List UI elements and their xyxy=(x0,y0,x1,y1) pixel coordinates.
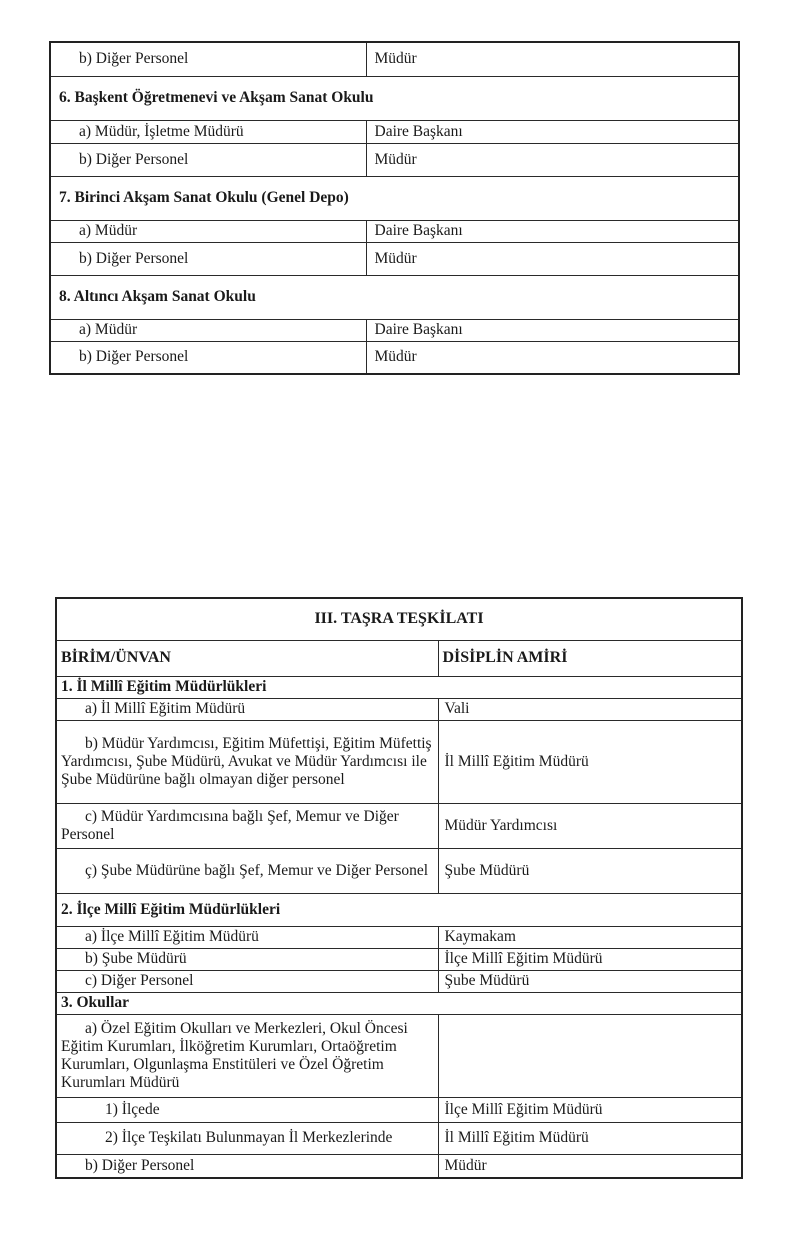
unit-cell: b) Diğer Personel xyxy=(56,1154,438,1178)
table-row xyxy=(50,143,739,176)
unit-cell: 1) İlçede xyxy=(56,1097,438,1122)
table-row xyxy=(56,720,742,803)
authority-cell: İlçe Millî Eğitim Müdürü xyxy=(438,948,742,970)
table-row xyxy=(56,848,742,893)
discipline-table-central xyxy=(49,41,740,375)
unit-cell: 2) İlçe Teşkilatı Bulunmayan İl Merkezlerinde xyxy=(56,1122,438,1154)
section-row xyxy=(50,76,739,120)
unit-cell: b) Müdür Yardımcısı, Eğitim Müfettişi, Eğitim Müfettiş Yardımcısı, Şube Müdürü, Avukat ve Müdür Yardımcısı ile Şube Müdürüne bağlı olmayan diğer personel xyxy=(56,720,438,803)
column-header-authority: DİSİPLİN AMİRİ xyxy=(438,640,742,676)
table-title: III. TAŞRA TEŞKİLATI xyxy=(56,598,742,640)
authority-cell: Daire Başkanı xyxy=(366,319,739,341)
authority-cell: Şube Müdürü xyxy=(438,848,742,893)
section-title: 8. Altıncı Akşam Sanat Okulu xyxy=(50,275,739,319)
table-row xyxy=(56,1122,742,1154)
unit-cell: a) İlçe Millî Eğitim Müdürü xyxy=(56,926,438,948)
unit-cell: b) Diğer Personel xyxy=(50,341,366,374)
table-row xyxy=(56,1014,742,1097)
column-header-unit: BİRİM/ÜNVAN xyxy=(56,640,438,676)
authority-cell: Müdür xyxy=(366,42,739,76)
authority-cell: Daire Başkanı xyxy=(366,220,739,242)
table-row xyxy=(56,926,742,948)
authority-cell: İl Millî Eğitim Müdürü xyxy=(438,720,742,803)
section-title: 2. İlçe Millî Eğitim Müdürlükleri xyxy=(56,893,742,926)
section-row xyxy=(50,176,739,220)
unit-cell: a) Müdür, İşletme Müdürü xyxy=(50,120,366,143)
authority-cell: Müdür xyxy=(366,143,739,176)
table-row xyxy=(50,42,739,76)
table-row xyxy=(56,1097,742,1122)
authority-cell: Daire Başkanı xyxy=(366,120,739,143)
unit-cell: c) Müdür Yardımcısına bağlı Şef, Memur ve Diğer Personel xyxy=(56,803,438,848)
unit-cell: a) Müdür xyxy=(50,220,366,242)
table-row xyxy=(50,341,739,374)
section-row xyxy=(56,992,742,1014)
authority-cell: Müdür Yardımcısı xyxy=(438,803,742,848)
unit-cell: c) Diğer Personel xyxy=(56,970,438,992)
table-title-row xyxy=(56,598,742,640)
table-row xyxy=(56,948,742,970)
table-row xyxy=(56,698,742,720)
authority-cell: İl Millî Eğitim Müdürü xyxy=(438,1122,742,1154)
table-row xyxy=(56,1154,742,1178)
section-row xyxy=(56,676,742,698)
table-row xyxy=(50,120,739,143)
unit-cell: a) İl Millî Eğitim Müdürü xyxy=(56,698,438,720)
section-row xyxy=(50,275,739,319)
section-row xyxy=(56,893,742,926)
section-title: 7. Birinci Akşam Sanat Okulu (Genel Depo) xyxy=(50,176,739,220)
unit-cell: b) Şube Müdürü xyxy=(56,948,438,970)
unit-cell: a) Özel Eğitim Okulları ve Merkezleri, Okul Öncesi Eğitim Kurumları, İlköğretim Kurumları, Ortaöğretim Kurumları, Olgunlaşma Enstitüleri ve Özel Öğretim Kurumları Müdürü xyxy=(56,1014,438,1097)
authority-cell: Müdür xyxy=(438,1154,742,1178)
table-row xyxy=(56,803,742,848)
unit-cell: b) Diğer Personel xyxy=(50,242,366,275)
authority-cell: İlçe Millî Eğitim Müdürü xyxy=(438,1097,742,1122)
table-row xyxy=(50,319,739,341)
discipline-table-provincial xyxy=(55,597,743,1179)
authority-cell: Kaymakam xyxy=(438,926,742,948)
unit-cell: a) Müdür xyxy=(50,319,366,341)
table-row xyxy=(50,242,739,275)
unit-cell: b) Diğer Personel xyxy=(50,143,366,176)
authority-cell xyxy=(438,1014,742,1097)
unit-cell: b) Diğer Personel xyxy=(50,42,366,76)
authority-cell: Müdür xyxy=(366,242,739,275)
table-row xyxy=(56,970,742,992)
header-row xyxy=(56,640,742,676)
authority-cell: Vali xyxy=(438,698,742,720)
unit-cell: ç) Şube Müdürüne bağlı Şef, Memur ve Diğer Personel xyxy=(56,848,438,893)
section-title: 3. Okullar xyxy=(56,992,742,1014)
section-title: 6. Başkent Öğretmenevi ve Akşam Sanat Okulu xyxy=(50,76,739,120)
table-row xyxy=(50,220,739,242)
section-title: 1. İl Millî Eğitim Müdürlükleri xyxy=(56,676,742,698)
authority-cell: Şube Müdürü xyxy=(438,970,742,992)
authority-cell: Müdür xyxy=(366,341,739,374)
